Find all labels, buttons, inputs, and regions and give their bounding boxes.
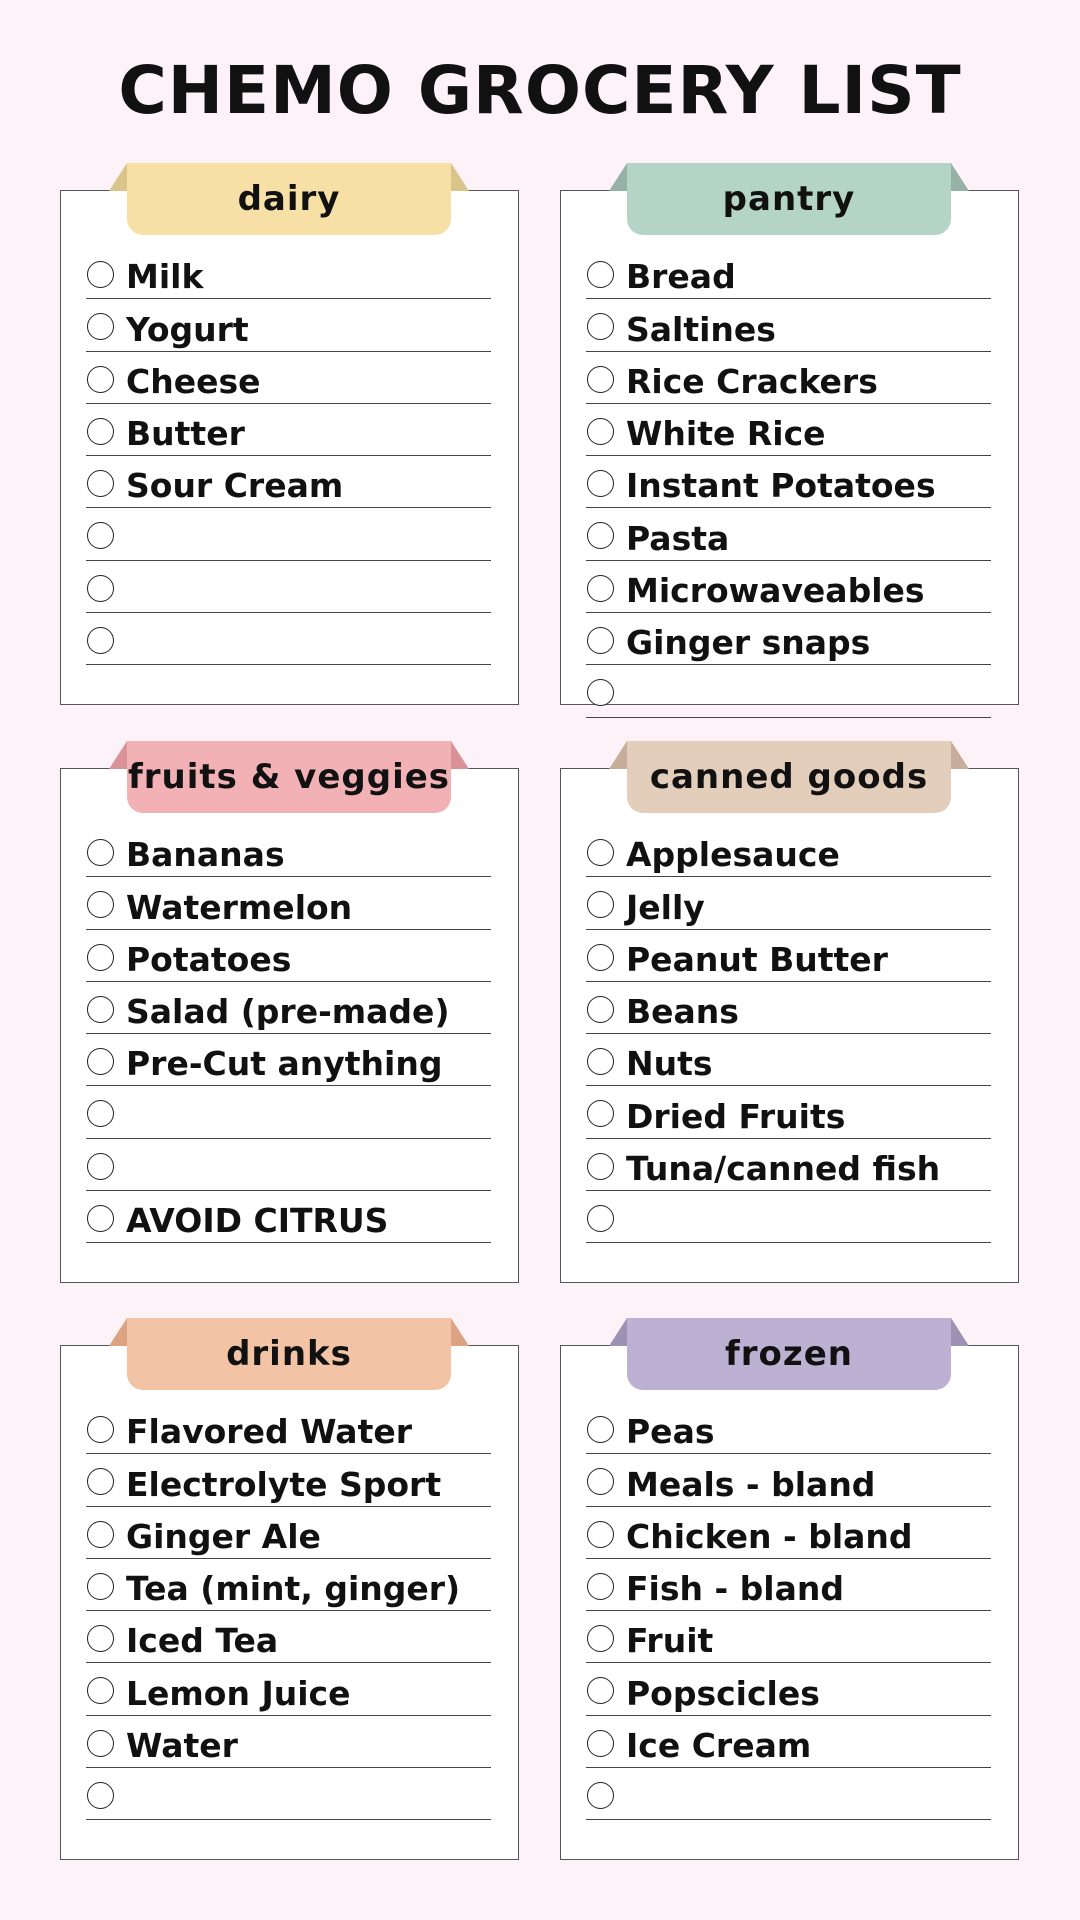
- list-item: [586, 1191, 991, 1243]
- checkbox-circle[interactable]: [587, 1625, 614, 1652]
- list-item: [86, 1663, 491, 1715]
- list-item: [586, 299, 991, 351]
- section-title: frozen: [725, 1334, 853, 1374]
- item-label: Pasta: [626, 518, 730, 558]
- checkbox-circle[interactable]: [87, 1153, 114, 1180]
- item-label: Yogurt: [126, 309, 249, 349]
- section-header-drinks: [127, 1318, 451, 1390]
- list-item: [86, 404, 491, 456]
- item-label: Potatoes: [126, 939, 292, 979]
- checkbox-circle[interactable]: [87, 1677, 114, 1704]
- item-label: Applesauce: [626, 835, 840, 875]
- list-item: [86, 299, 491, 351]
- item-label: Tea (mint, ginger): [126, 1569, 461, 1609]
- checkbox-circle[interactable]: [587, 366, 614, 393]
- list-item: [86, 1139, 491, 1191]
- list-item: [86, 1611, 491, 1663]
- item-label: Ginger Ale: [126, 1516, 321, 1556]
- list-item: [86, 613, 491, 665]
- item-list: [586, 825, 991, 1243]
- checkbox-circle[interactable]: [87, 839, 114, 866]
- list-item: [86, 1768, 491, 1820]
- list-item: [86, 247, 491, 299]
- item-label: Fish - bland: [626, 1569, 844, 1609]
- checkbox-circle[interactable]: [87, 261, 114, 288]
- card-drinks: [60, 1334, 519, 1860]
- tape-fold-right: [951, 1318, 969, 1346]
- checkbox-circle[interactable]: [587, 261, 614, 288]
- tape-fold-left: [109, 163, 127, 191]
- list-item: [586, 1454, 991, 1506]
- list-item: [86, 456, 491, 508]
- item-label: Fruit: [626, 1621, 714, 1661]
- checkbox-circle[interactable]: [87, 1573, 114, 1600]
- list-item: [586, 456, 991, 508]
- list-item: [86, 1454, 491, 1506]
- item-label: Salad (pre-made): [126, 992, 450, 1032]
- item-label: Sour Cream: [126, 466, 344, 506]
- checkbox-circle[interactable]: [87, 1416, 114, 1443]
- item-label: Dried Fruits: [626, 1096, 846, 1136]
- checkbox-circle[interactable]: [587, 1573, 614, 1600]
- checkbox-circle[interactable]: [87, 470, 114, 497]
- list-item: [586, 982, 991, 1034]
- checkbox-circle[interactable]: [587, 575, 614, 602]
- checkbox-circle[interactable]: [87, 1468, 114, 1495]
- checkbox-circle[interactable]: [587, 944, 614, 971]
- item-label: Beans: [626, 992, 739, 1032]
- list-item: [86, 508, 491, 560]
- section-title: dairy: [237, 179, 341, 219]
- section-header-dairy: [127, 163, 451, 235]
- checkbox-circle[interactable]: [587, 1468, 614, 1495]
- card-canned-goods: [560, 757, 1019, 1283]
- item-label: AVOID CITRUS: [126, 1201, 389, 1241]
- tape-fold-right: [451, 163, 469, 191]
- item-label: Ice Cream: [626, 1726, 812, 1766]
- checkbox-circle[interactable]: [87, 1782, 114, 1809]
- tape-fold-right: [951, 741, 969, 769]
- item-label: Peanut Butter: [626, 939, 888, 979]
- list-item: [86, 1191, 491, 1243]
- tape-fold-left: [609, 741, 627, 769]
- list-item: [86, 1086, 491, 1138]
- list-item: [586, 930, 991, 982]
- item-list: [86, 247, 491, 665]
- checkbox-circle[interactable]: [587, 627, 614, 654]
- list-item: [86, 561, 491, 613]
- section-title: drinks: [226, 1334, 352, 1374]
- checkbox-circle[interactable]: [87, 1521, 114, 1548]
- tape-fold-left: [109, 741, 127, 769]
- list-item: [586, 1768, 991, 1820]
- list-item: [586, 352, 991, 404]
- item-list: [586, 247, 991, 718]
- checkbox-circle[interactable]: [587, 418, 614, 445]
- item-label: Lemon Juice: [126, 1673, 351, 1713]
- item-label: Saltines: [626, 309, 776, 349]
- list-item: [86, 877, 491, 929]
- checkbox-circle[interactable]: [587, 679, 614, 706]
- list-item: [586, 1611, 991, 1663]
- checkbox-circle[interactable]: [587, 1153, 614, 1180]
- item-label: Popscicles: [626, 1673, 820, 1713]
- checkbox-circle[interactable]: [87, 1730, 114, 1757]
- list-item: [86, 1507, 491, 1559]
- section-title: fruits & veggies: [127, 757, 451, 797]
- item-list: [586, 1402, 991, 1820]
- section-header-fruits-veggies: [127, 741, 451, 813]
- item-label: Bananas: [126, 835, 285, 875]
- tape-fold-left: [609, 163, 627, 191]
- checkbox-circle[interactable]: [587, 891, 614, 918]
- checkbox-circle[interactable]: [87, 1100, 114, 1127]
- checkbox-circle[interactable]: [87, 313, 114, 340]
- section-title: pantry: [722, 179, 856, 219]
- checkbox-circle[interactable]: [587, 1782, 614, 1809]
- item-label: Cheese: [126, 361, 261, 401]
- tape-fold-right: [951, 163, 969, 191]
- list-item: [586, 1139, 991, 1191]
- item-label: Water: [126, 1726, 238, 1766]
- checkbox-circle[interactable]: [587, 313, 614, 340]
- checkbox-circle[interactable]: [587, 1677, 614, 1704]
- checkbox-circle[interactable]: [87, 1205, 114, 1232]
- checkbox-circle[interactable]: [87, 891, 114, 918]
- item-label: Chicken - bland: [626, 1516, 913, 1556]
- card-frozen: [560, 1334, 1019, 1860]
- checkbox-circle[interactable]: [587, 470, 614, 497]
- list-item: [586, 1402, 991, 1454]
- checkbox-circle[interactable]: [87, 627, 114, 654]
- item-label: Instant Potatoes: [626, 466, 936, 506]
- checkbox-circle[interactable]: [87, 1625, 114, 1652]
- checkbox-circle[interactable]: [587, 839, 614, 866]
- list-item: [586, 1507, 991, 1559]
- checkbox-circle[interactable]: [587, 522, 614, 549]
- list-item: [86, 825, 491, 877]
- item-list: [86, 825, 491, 1243]
- list-item: [586, 665, 991, 717]
- item-label: White Rice: [626, 414, 826, 454]
- checkbox-circle[interactable]: [587, 1521, 614, 1548]
- list-item: [86, 1716, 491, 1768]
- checkbox-circle[interactable]: [87, 418, 114, 445]
- list-item: [586, 1559, 991, 1611]
- checkbox-circle[interactable]: [587, 1100, 614, 1127]
- tape-fold-right: [451, 1318, 469, 1346]
- item-label: Watermelon: [126, 887, 353, 927]
- list-item: [586, 613, 991, 665]
- item-label: Butter: [126, 414, 245, 454]
- item-label: Pre-Cut anything: [126, 1044, 443, 1084]
- section-header-canned-goods: [627, 741, 951, 813]
- section-title: canned goods: [649, 757, 929, 797]
- item-label: Milk: [126, 257, 204, 297]
- checkbox-circle[interactable]: [587, 1048, 614, 1075]
- item-label: Jelly: [626, 887, 705, 927]
- card-fruits-veggies: [60, 757, 519, 1283]
- checkbox-circle[interactable]: [587, 1205, 614, 1232]
- checkbox-circle[interactable]: [87, 522, 114, 549]
- item-list: [86, 1402, 491, 1820]
- list-item: [86, 352, 491, 404]
- item-label: Electrolyte Sport: [126, 1464, 442, 1504]
- card-dairy: [60, 179, 519, 705]
- checkbox-circle[interactable]: [87, 1048, 114, 1075]
- list-item: [586, 1034, 991, 1086]
- list-item: [86, 982, 491, 1034]
- item-label: Meals - bland: [626, 1464, 876, 1504]
- item-label: Nuts: [626, 1044, 713, 1084]
- list-item: [586, 247, 991, 299]
- item-label: Peas: [626, 1412, 715, 1452]
- tape-fold-left: [109, 1318, 127, 1346]
- item-label: Tuna/canned fish: [626, 1149, 941, 1189]
- checkbox-circle[interactable]: [87, 996, 114, 1023]
- item-label: Bread: [626, 257, 736, 297]
- checkbox-circle[interactable]: [87, 575, 114, 602]
- tape-fold-left: [609, 1318, 627, 1346]
- item-label: Flavored Water: [126, 1412, 412, 1452]
- checkbox-circle[interactable]: [587, 996, 614, 1023]
- section-header-pantry: [627, 163, 951, 235]
- item-label: Microwaveables: [626, 571, 925, 611]
- section-header-frozen: [627, 1318, 951, 1390]
- list-item: [586, 1086, 991, 1138]
- item-label: Ginger snaps: [626, 623, 871, 663]
- tape-fold-right: [451, 741, 469, 769]
- list-item: [86, 930, 491, 982]
- item-label: Rice Crackers: [626, 361, 878, 401]
- list-item: [586, 404, 991, 456]
- list-item: [86, 1402, 491, 1454]
- card-pantry: [560, 179, 1019, 705]
- list-item: [586, 825, 991, 877]
- page-title: CHEMO GROCERY LIST: [118, 52, 962, 129]
- list-item: [586, 877, 991, 929]
- checkbox-circle[interactable]: [587, 1416, 614, 1443]
- list-item: [586, 1716, 991, 1768]
- list-item: [586, 508, 991, 560]
- checkbox-circle[interactable]: [87, 944, 114, 971]
- checkbox-circle[interactable]: [587, 1730, 614, 1757]
- list-item: [86, 1559, 491, 1611]
- list-item: [586, 1663, 991, 1715]
- checkbox-circle[interactable]: [87, 366, 114, 393]
- list-item: [586, 561, 991, 613]
- list-item: [86, 1034, 491, 1086]
- item-label: Iced Tea: [126, 1621, 279, 1661]
